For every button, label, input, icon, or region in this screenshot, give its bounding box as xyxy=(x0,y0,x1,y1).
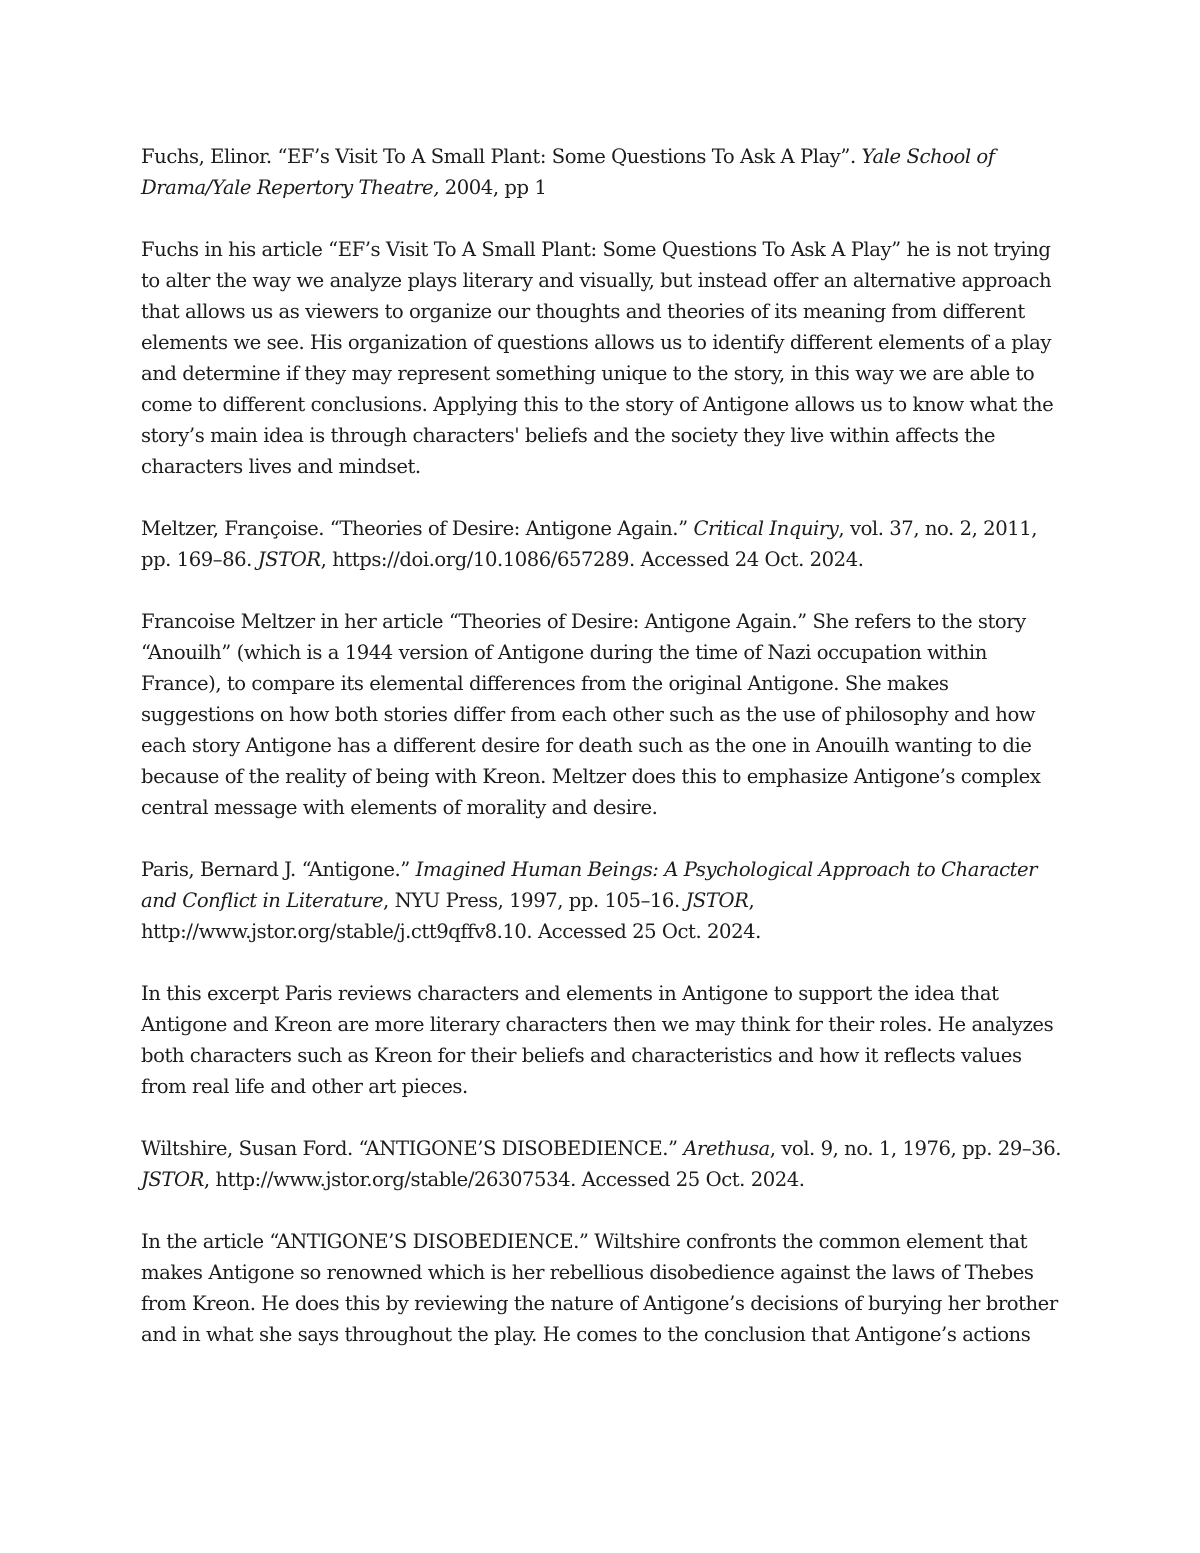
annotation-meltzer xyxy=(141,606,1066,823)
annotation-text: Fuchs in his article “EF’s Visit To A Small Plant: Some Questions To Ask A Play” he is not trying to alter the way we analyze plays literary and visually, but instead offer an alternative approach that allows us as viewers to organize our thoughts and theories of its meaning from different elements we see. His organization of questions allows us to identify different elements of a play and determine if they may represent something unique to the story, in this way we are able to come to different conclusions. Applying this to the story of Antigone allows us to know what the story’s main idea is through characters' beliefs and the society they live within affects the characters lives and mindset. xyxy=(141,238,1054,478)
citation: Paris, Bernard J. “Antigone.” Imagined Human Beings: A Psychological Approach to Character and Conflict in Literature, NYU Press, 1997, pp. 105–16. JSTOR, http://www.jstor.org/stable/j.ctt9qffv8.10. Accessed 25 Oct. 2024. xyxy=(141,858,1038,943)
annotation-text: Francoise Meltzer in her article “Theories of Desire: Antigone Again.” She refers to the story “Anouilh” (which is a 1944 version of Antigone during the time of Nazi occupation within France), to compare its elemental differences from the original Antigone. She makes suggestions on how both stories differ from each other such as the use of philosophy and how each story Antigone has a different desire for death such as the one in Anouilh wanting to die because of the reality of being with Kreon. Meltzer does this to emphasize Antigone’s complex central message with elements of morality and desire. xyxy=(141,610,1041,819)
annotation-text: In the article “ANTIGONE’S DISOBEDIENCE.” Wiltshire confronts the common element that makes Antigone so renowned which is her rebellious disobedience against the laws of Thebes from Kreon. He does this by reviewing the nature of Antigone’s decisions of burying her brother and in what she says throughout the play. He comes to the conclusion that Antigone’s actions xyxy=(141,1230,1058,1346)
annotation-paris xyxy=(141,978,1066,1102)
citation: Meltzer, Françoise. “Theories of Desire: Antigone Again.” Critical Inquiry, vol. 37, no. 2, 2011, pp. 169–86. JSTOR, https://doi.org/10.1086/657289. Accessed 24 Oct. 2024. xyxy=(141,517,1038,571)
annotation-wiltshire xyxy=(141,1226,1066,1350)
bibliography-entry-fuchs xyxy=(141,141,1066,203)
citation: Wiltshire, Susan Ford. “ANTIGONE’S DISOBEDIENCE.” Arethusa, vol. 9, no. 1, 1976, pp. 29–36. JSTOR, http://www.jstor.org/stable/26307534. Accessed 25 Oct. 2024. xyxy=(141,1137,1062,1191)
bibliography-entry-meltzer xyxy=(141,513,1066,575)
citation: Fuchs, Elinor. “EF’s Visit To A Small Plant: Some Questions To Ask A Play”. Yale School of Drama/Yale Repertory Theatre, 2004, pp 1 xyxy=(141,145,995,199)
annotation-fuchs xyxy=(141,234,1066,482)
annotation-text: In this excerpt Paris reviews characters and elements in Antigone to support the idea that Antigone and Kreon are more literary characters then we may think for their roles. He analyzes both characters such as Kreon for their beliefs and characteristics and how it reflects values from real life and other art pieces. xyxy=(141,982,1054,1098)
bibliography-entry-paris xyxy=(141,854,1066,947)
bibliography-entry-wiltshire xyxy=(141,1133,1066,1195)
document-page xyxy=(141,141,1066,1381)
